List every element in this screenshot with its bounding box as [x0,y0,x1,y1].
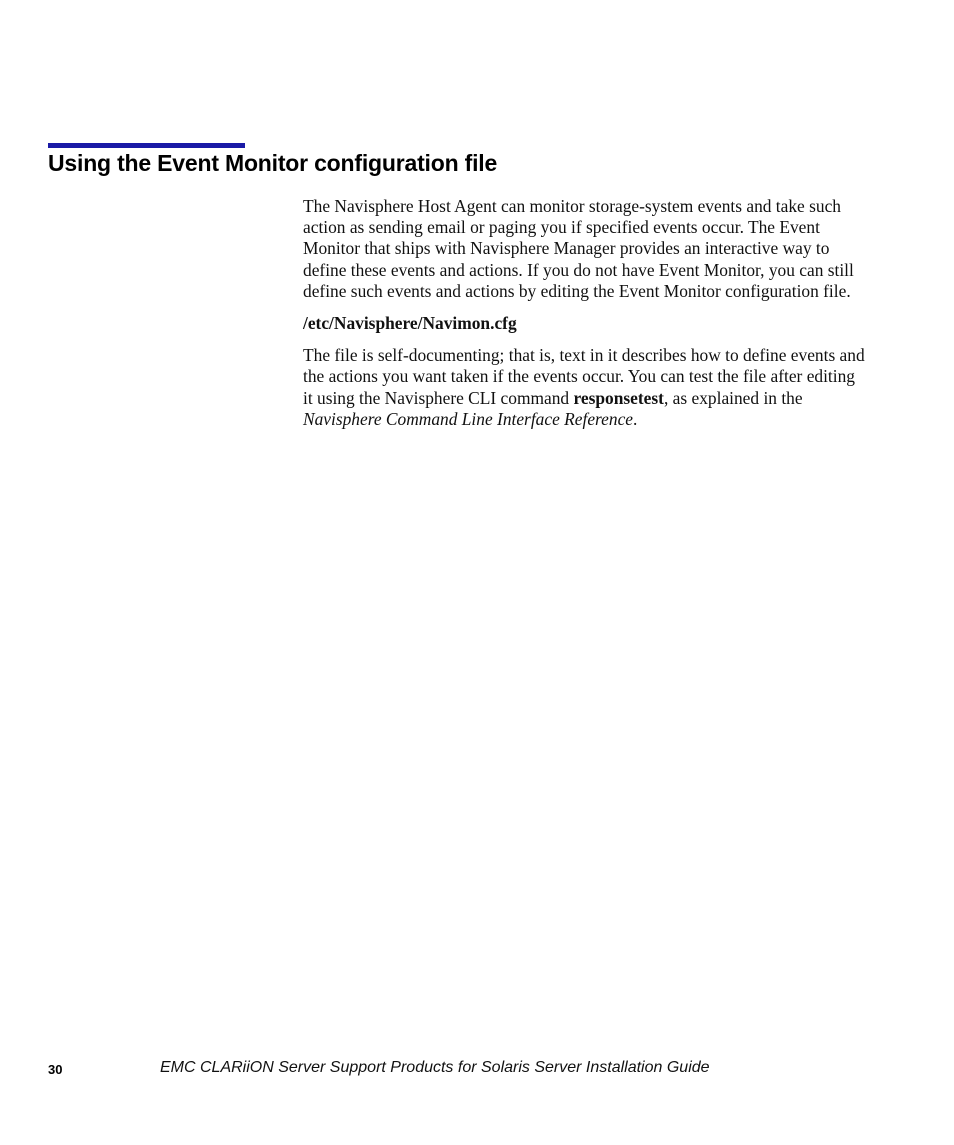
body-text [303,196,865,430]
page-footer [0,1059,954,1083]
guide-title: EMC CLARiiON Server Support Products for Solaris Server Installation Guide [160,1059,710,1076]
command-name: responsetest [573,387,664,408]
paragraph-text-middle: , as explained in the [663,387,803,408]
self-documenting-paragraph [303,345,865,430]
reference-title: Navisphere Command Line Interface Reference [303,408,634,429]
paragraph-text-after: . [633,408,638,429]
section-title: Using the Event Monitor configuration file [48,150,498,176]
config-file-path: /etc/Navisphere/Navimon.cfg [303,313,517,334]
page-number: 30 [48,1062,63,1077]
paragraph-text-before: The file is self-documenting; that is, text in it describes how to define events and the actions you want taken if the events occur. You can test the file after editing it using the Navisphere CLI command [303,345,865,408]
intro-paragraph: The Navisphere Host Agent can monitor storage-system events and take such action as sending email or paging you if specified events occur. The Event Monitor that ships with Navisphere Manager provides an interactive way to define these events and actions. If you do not have Event Monitor, you can still define such events and actions by editing the Event Monitor configuration file. [303,196,854,301]
